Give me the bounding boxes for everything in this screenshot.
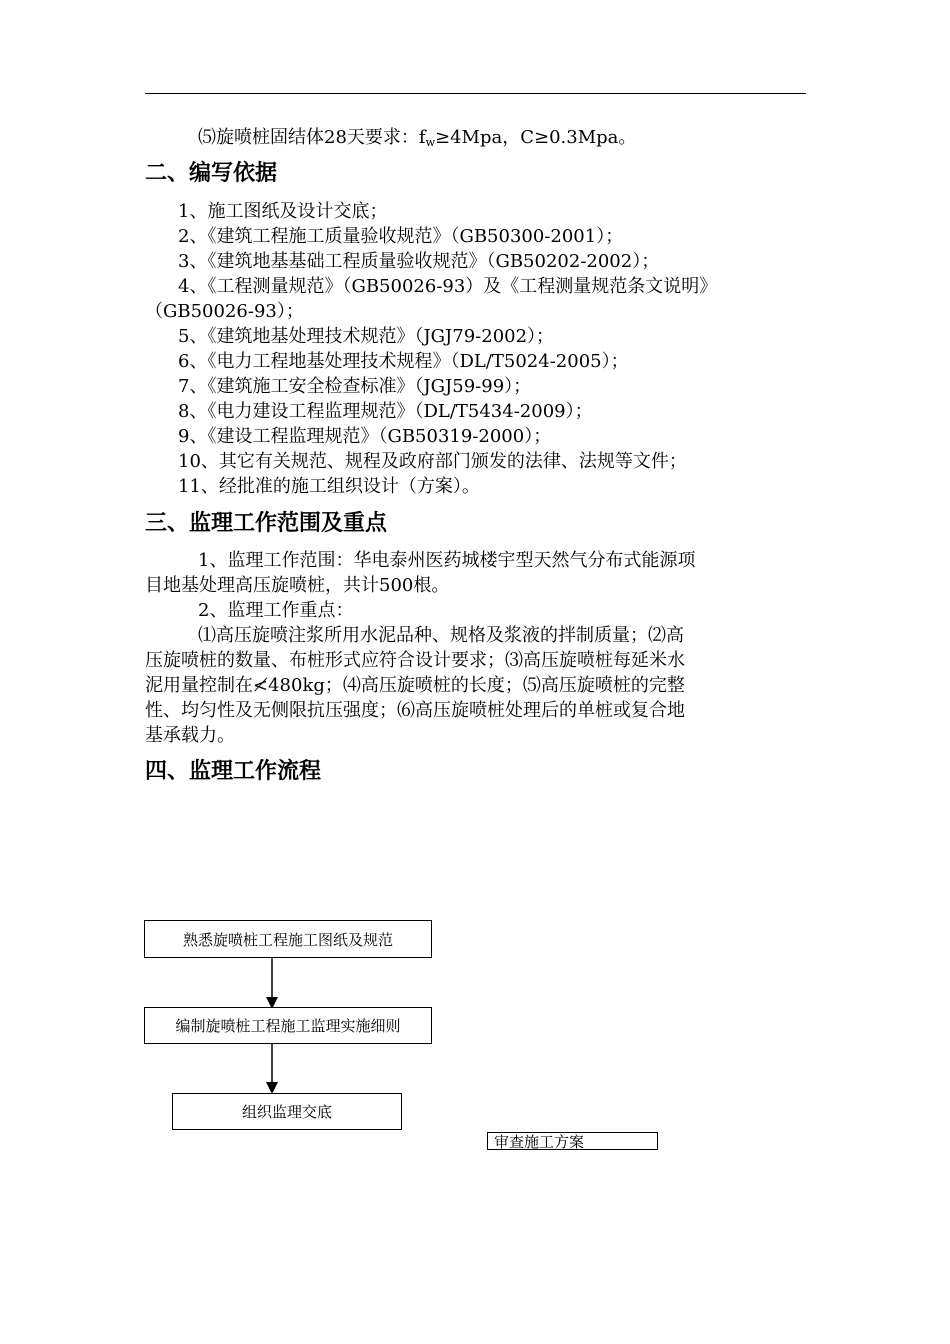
intro-suffix: ≥4Mpa，C≥0.3Mpa。 (435, 127, 637, 148)
paragraph-line: 泥用量控制在≮480kg；⑷高压旋喷桩的长度；⑸高压旋喷桩的完整 (145, 675, 685, 696)
paragraph-line: 1、监理工作范围：华电泰州医药城楼宇型天然气分布式能源项 (198, 550, 696, 571)
list-item: 9、《建设工程监理规范》（GB50319-2000）； (178, 426, 552, 447)
flow-step-box: 熟悉旋喷桩工程施工图纸及规范 (144, 920, 432, 958)
flow-step-box: 组织监理交底 (172, 1093, 402, 1130)
list-item: 5、《建筑地基处理技术规范》（JGJ79-2002）； (178, 326, 555, 347)
list-item: 8、《电力建设工程监理规范》（DL/T5434-2009）； (178, 401, 593, 422)
list-item: 11、经批准的施工组织设计（方案）。 (178, 476, 480, 497)
intro-prefix: ⑸旋喷桩固结体28天要求：f (198, 127, 426, 148)
list-item: （GB50026-93）； (145, 301, 304, 322)
list-item: 3、《建筑地基基础工程质量验收规范》（GB50202-2002）； (178, 251, 660, 272)
section-heading: 二、编写依据 (145, 161, 278, 186)
intro-subscript: w (425, 136, 435, 149)
list-item: 6、《电力工程地基处理技术规程》（DL/T5024-2005）； (178, 351, 629, 372)
list-item: 2、《建筑工程施工质量验收规范》（GB50300-2001）； (178, 226, 624, 247)
paragraph-line: ⑴高压旋喷注浆所用水泥品种、规格及浆液的拌制质量；⑵高 (198, 625, 684, 646)
paragraph-line: 压旋喷桩的数量、布桩形式应符合设计要求；⑶高压旋喷桩每延米水 (145, 650, 685, 671)
paragraph-line: 目地基处理高压旋喷桩，共计500根。 (145, 575, 450, 596)
paragraph-line: 2、监理工作重点： (198, 600, 354, 621)
list-item: 10、其它有关规范、规程及政府部门颁发的法律、法规等文件； (178, 451, 687, 472)
list-item: 1、施工图纸及设计交底； (178, 201, 388, 222)
section-heading: 四、监理工作流程 (145, 759, 322, 784)
list-item: 7、《建筑施工安全检查标准》（JGJ59-99）； (178, 376, 532, 397)
paragraph-line: 基承载力。 (145, 725, 235, 746)
section-heading: 三、监理工作范围及重点 (145, 511, 388, 536)
list-item: 4、《工程测量规范》（GB50026-93）及《工程测量规范条文说明》 (178, 276, 718, 297)
flow-step-box: 审查施工方案 (487, 1132, 658, 1150)
paragraph-line: 性、均匀性及无侧限抗压强度；⑹高压旋喷桩处理后的单桩或复合地 (145, 700, 685, 721)
flow-step-box: 编制旋喷桩工程施工监理实施细则 (144, 1007, 432, 1044)
